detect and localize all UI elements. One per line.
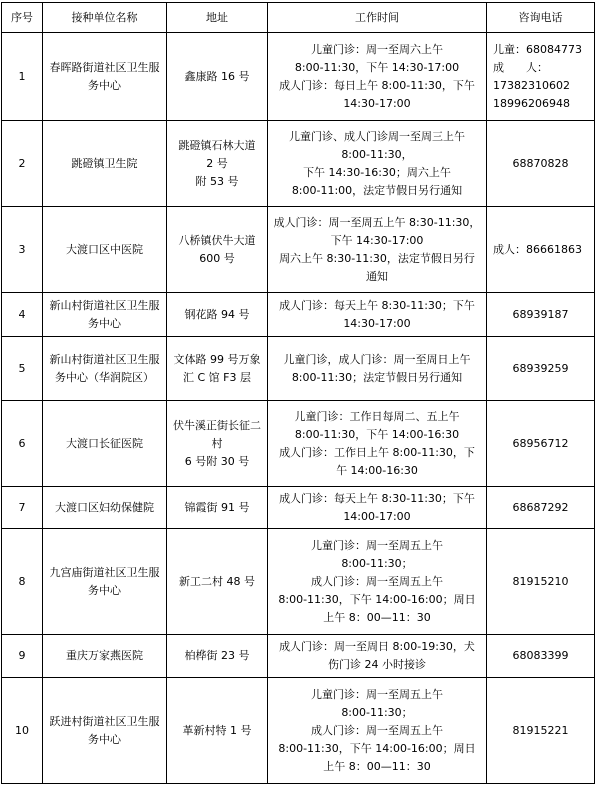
cell-no: 5	[2, 337, 43, 401]
cell-hours: 儿童门诊：周一至周六上午 8:00-11:30，下午 14:30-17:00 成人门诊：每日上午 8:00-11:30，下午 14:30-17:00	[268, 33, 487, 121]
table-row	[2, 678, 595, 784]
cell-unit-name: 大渡口长征医院	[43, 401, 167, 487]
cell-no: 9	[2, 635, 43, 678]
cell-unit-name: 跳磴镇卫生院	[43, 121, 167, 207]
cell-no: 10	[2, 678, 43, 784]
cell-address: 鑫康路 16 号	[167, 33, 268, 121]
cell-hours: 儿童门诊：周一至周五上午 8:00-11:30； 成人门诊：周一至周五上午 8:00-11:30，下午 14:00-16:00；周日 上午 8：00—11：30	[268, 529, 487, 635]
cell-hours: 成人门诊：周一至周五上午 8:30-11:30， 下午 14:30-17:00 周六上午 8:30-11:30，法定节假日另行 通知	[268, 207, 487, 293]
cell-address: 八桥镇伏牛大道 600 号	[167, 207, 268, 293]
cell-unit-name: 大渡口区妇幼保健院	[43, 487, 167, 529]
cell-unit-name: 九宫庙街道社区卫生服务中心	[43, 529, 167, 635]
cell-unit-name: 新山村街道社区卫生服务中心	[43, 293, 167, 337]
cell-phone: 儿童：68084773 成 人： 17382310602 18996206948	[487, 33, 595, 121]
cell-hours: 儿童门诊：工作日每周二、五上午 8:00-11:30，下午 14:00-16:30 成人门诊：工作日上午 8:00-11:30，下 午 14:00-16:30	[268, 401, 487, 487]
cell-hours: 儿童门诊，成人门诊：周一至周日上午 8:00-11:30；法定节假日另行通知	[268, 337, 487, 401]
cell-unit-name: 新山村街道社区卫生服务中心（华润院区）	[43, 337, 167, 401]
cell-phone: 68939259	[487, 337, 595, 401]
header-hours: 工作时间	[268, 3, 487, 33]
cell-hours: 成人门诊：每天上午 8:30-11:30；下午 14:00-17:00	[268, 487, 487, 529]
cell-no: 4	[2, 293, 43, 337]
cell-unit-name: 跃进村街道社区卫生服务中心	[43, 678, 167, 784]
cell-no: 8	[2, 529, 43, 635]
cell-hours: 儿童门诊：周一至周五上午 8:00-11:30； 成人门诊：周一至周五上午 8:00-11:30，下午 14:00-16:00；周日 上午 8：00—11：30	[268, 678, 487, 784]
cell-phone: 成人：86661863	[487, 207, 595, 293]
table-row	[2, 529, 595, 635]
cell-phone: 68687292	[487, 487, 595, 529]
cell-hours: 成人门诊：周一至周日 8:00-19:30，犬 伤门诊 24 小时接诊	[268, 635, 487, 678]
cell-address: 跳磴镇石林大道 2 号 附 53 号	[167, 121, 268, 207]
cell-phone: 68939187	[487, 293, 595, 337]
cell-unit-name: 大渡口区中医院	[43, 207, 167, 293]
cell-address: 锦霞街 91 号	[167, 487, 268, 529]
header-row	[2, 3, 595, 33]
cell-address: 文体路 99 号万象汇 C 馆 F3 层	[167, 337, 268, 401]
cell-hours: 成人门诊：每天上午 8:30-11:30；下午 14:30-17:00	[268, 293, 487, 337]
cell-hours: 儿童门诊、成人门诊周一至周三上午 8:00-11:30， 下午 14:30-16:30；周六上午 8:00-11:00，法定节假日另行通知	[268, 121, 487, 207]
vaccination-sites-table	[1, 2, 595, 784]
cell-phone: 68870828	[487, 121, 595, 207]
header-unit: 接种单位名称	[43, 3, 167, 33]
table-row	[2, 635, 595, 678]
table-row	[2, 33, 595, 121]
cell-phone: 68083399	[487, 635, 595, 678]
table-row	[2, 293, 595, 337]
table-row	[2, 487, 595, 529]
table-row	[2, 207, 595, 293]
table-row	[2, 121, 595, 207]
cell-phone: 81915210	[487, 529, 595, 635]
table-row	[2, 337, 595, 401]
cell-address: 革新村特 1 号	[167, 678, 268, 784]
cell-unit-name: 重庆万家燕医院	[43, 635, 167, 678]
header-no: 序号	[2, 3, 43, 33]
cell-address: 钢花路 94 号	[167, 293, 268, 337]
cell-no: 6	[2, 401, 43, 487]
header-address: 地址	[167, 3, 268, 33]
cell-unit-name: 春晖路街道社区卫生服务中心	[43, 33, 167, 121]
cell-phone: 81915221	[487, 678, 595, 784]
cell-no: 2	[2, 121, 43, 207]
cell-no: 3	[2, 207, 43, 293]
cell-no: 1	[2, 33, 43, 121]
cell-phone: 68956712	[487, 401, 595, 487]
cell-address: 伏牛溪正街长征二村 6 号附 30 号	[167, 401, 268, 487]
table-row	[2, 401, 595, 487]
cell-address: 新工二村 48 号	[167, 529, 268, 635]
cell-address: 柏桦街 23 号	[167, 635, 268, 678]
header-phone: 咨询电话	[487, 3, 595, 33]
cell-no: 7	[2, 487, 43, 529]
